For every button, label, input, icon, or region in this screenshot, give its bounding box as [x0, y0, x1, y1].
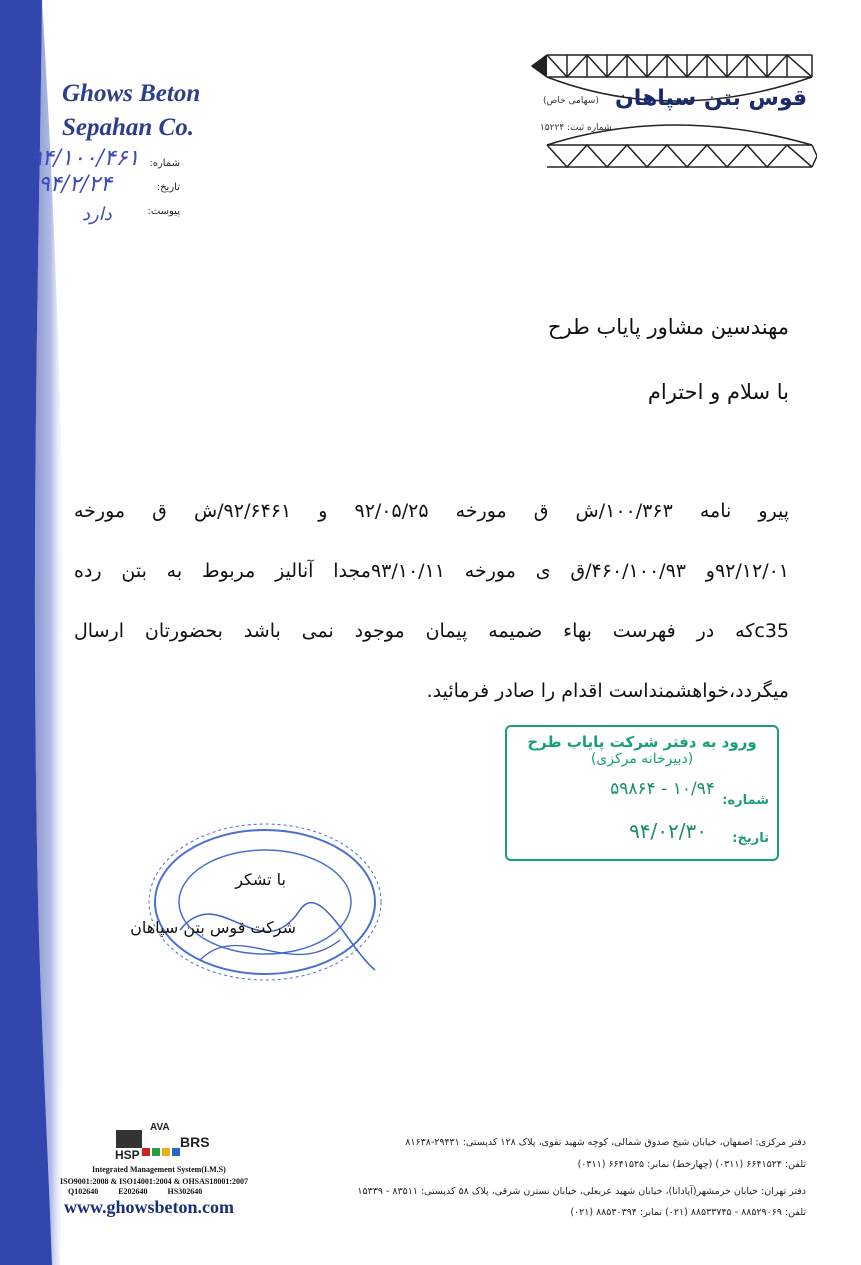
greeting: با سلام و احترام: [647, 380, 789, 404]
tehran-address: دفتر تهران: خیابان خرمشهر(آپادانا)، خیابان شهید عربعلی، خیابان نسترن شرقی، پلاک ۵۸ کدپستی: ۸۳۵۱۱ - ۱۵۳۳۹: [357, 1186, 806, 1197]
body-line-4: میگردد،خواهشمنداست اقدام را صادر فرمائید.: [426, 680, 789, 702]
closing: با تشکر: [235, 870, 286, 889]
body-line-2: ۹۲/۱۲/۰۱و ۴۶۰/۱۰۰/۹۳/ق ی مورخه ۹۳/۱۰/۱۱مجدا آنالیز مربوط به بتن رده: [74, 560, 790, 582]
date-label: تاریخ:: [156, 182, 180, 193]
stamp-number-value: ۱۰/۹۴ - ۵۹۸۶۴: [610, 779, 715, 799]
website: www.ghowsbeton.com: [64, 1197, 235, 1217]
signature: شرکت قوس بتن سپاهان: [130, 918, 296, 937]
handwritten-date: ۹۴/۲/۲۴: [38, 172, 112, 197]
recipient: مهندسین مشاور پایاب طرح: [547, 315, 789, 339]
ims-certs: ISO9001:2008 & ISO14001:2004 & OHSAS18001:2007: [60, 1177, 249, 1186]
ava-logo-text: AVA: [150, 1122, 170, 1133]
stamp-title: ورود به دفتر شرکت پایاب طرح: [527, 733, 757, 751]
body-line-1: پیرو نامه ۱۰۰/۳۶۳/ش ق مورخه ۹۲/۰۵/۲۵ و ۹۲/۶۴۶۱/ش ق مورخه: [74, 500, 790, 522]
company-name-en-line1: Ghows Beton: [62, 80, 201, 107]
stamp-subtitle: (دبیرخانه مرکزی): [590, 751, 694, 767]
hq-phone: تلفن: ۶۶۴۱۵۲۴ (۰۳۱۱) (چهارخط) نمابر: ۶۶۴۱۵۲۵ (۰۳۱۱): [577, 1159, 806, 1170]
tehran-phone: تلفن: ۸۸۵۲۹۰۶۹ - ۸۸۵۳۳۷۴۵ (۰۲۱) نمابر: ۸۸۵۳۰۳۹۴ (۰۲۱): [570, 1207, 806, 1218]
stamp-date-label: تاریخ:: [732, 831, 769, 846]
stamp-date-value: ۹۴/۰۲/۳۰: [629, 819, 707, 843]
hsp-logo-text: HSP: [115, 1148, 140, 1162]
stamp-number-label: شماره:: [722, 793, 769, 808]
incoming-stamp: [505, 725, 779, 861]
company-type-fa: (سهامی خاص): [543, 96, 599, 106]
brs-logo-text: BRS: [180, 1134, 210, 1150]
ims-title: Integrated Management System(I.M.S): [92, 1165, 226, 1174]
company-name-en-line2: Sepahan Co.: [62, 114, 194, 141]
body-line-3: c35که در فهرست بهاء ضمیمه پیمان موجود نمی باشد بحضورتان ارسال: [74, 620, 789, 642]
company-seal: [140, 820, 390, 1000]
number-label: شماره:: [149, 158, 180, 169]
handwritten-attachment: دارد: [82, 204, 112, 225]
hq-address: دفتر مرکزی: اصفهان، خیابان شیخ صدوق شمالی، کوچه شهید تقوی، پلاک ۱۲۸ کدپستی: ۲۹۴۳۱-۸۱۶۳۸: [405, 1137, 806, 1148]
attachment-label: پیوست:: [147, 206, 180, 217]
ims-codes: Q102640 E202640 HS302640: [68, 1187, 203, 1196]
handwritten-number: ۹۴/۱۰۰/۴۶۱: [30, 146, 140, 171]
registration-number: شماره ثبت: ۱۵۲۲۴: [540, 123, 612, 133]
company-name-fa: قوس بتن سپاهان: [615, 86, 808, 111]
